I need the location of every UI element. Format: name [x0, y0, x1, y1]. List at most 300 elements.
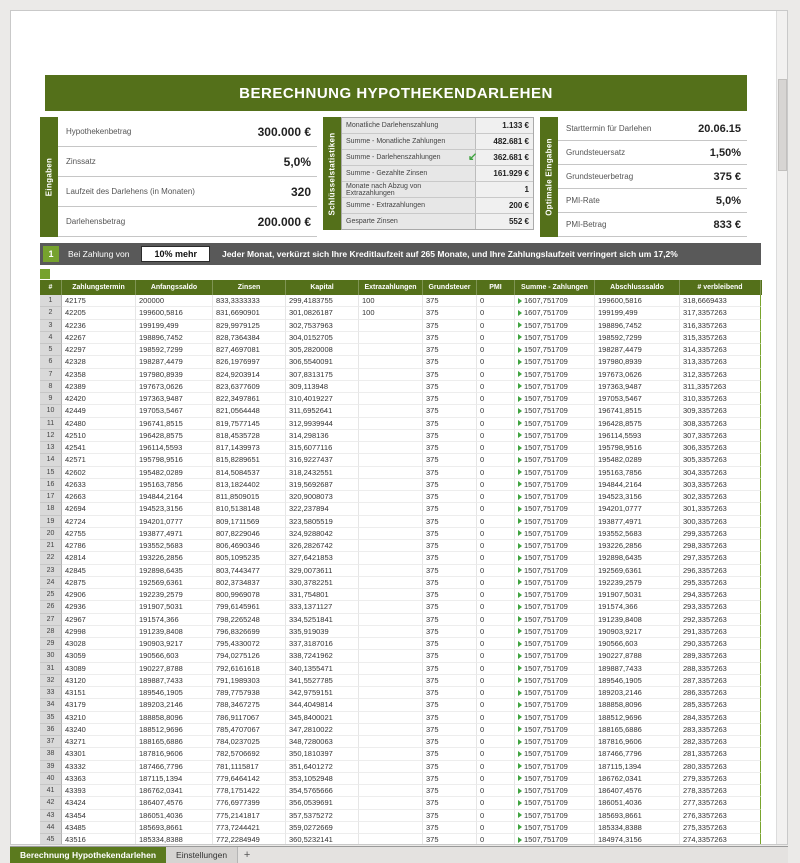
cell[interactable]: 316,3357263: [680, 320, 761, 332]
cell[interactable]: 818,4535728: [213, 430, 286, 442]
cell[interactable]: 375: [423, 295, 477, 307]
row-number[interactable]: 12: [40, 430, 62, 442]
cell[interactable]: 284,3357263: [680, 712, 761, 724]
cell[interactable]: 338,7241962: [286, 650, 359, 662]
cell[interactable]: 1607,751709: [515, 295, 595, 307]
cell[interactable]: 42236: [62, 320, 136, 332]
cell[interactable]: 42998: [62, 626, 136, 638]
cell[interactable]: [359, 381, 423, 393]
cell[interactable]: 1507,751709: [515, 822, 595, 834]
cell[interactable]: [359, 540, 423, 552]
cell[interactable]: 350,1810397: [286, 748, 359, 760]
cell[interactable]: 196428,8575: [595, 418, 680, 430]
tab-einstellungen[interactable]: Einstellungen: [166, 847, 238, 863]
cell[interactable]: 1507,751709: [515, 663, 595, 675]
cell[interactable]: 799,6145961: [213, 601, 286, 613]
cell[interactable]: 302,7537963: [286, 320, 359, 332]
cell[interactable]: 278,3357263: [680, 785, 761, 797]
cell[interactable]: 814,5084537: [213, 467, 286, 479]
cell[interactable]: 0: [477, 773, 515, 785]
cell[interactable]: 354,5765666: [286, 785, 359, 797]
cell[interactable]: 43424: [62, 797, 136, 809]
cell[interactable]: 1507,751709: [515, 467, 595, 479]
cell[interactable]: 375: [423, 638, 477, 650]
cell[interactable]: 0: [477, 834, 515, 845]
cell[interactable]: 0: [477, 822, 515, 834]
cell[interactable]: 375: [423, 748, 477, 760]
cell[interactable]: 344,4049814: [286, 699, 359, 711]
cell[interactable]: 1507,751709: [515, 552, 595, 564]
cell[interactable]: 0: [477, 307, 515, 319]
cell[interactable]: 187466,7796: [136, 761, 213, 773]
cell[interactable]: 788,3467275: [213, 699, 286, 711]
cell[interactable]: [359, 748, 423, 760]
row-number[interactable]: 11: [40, 418, 62, 430]
cell[interactable]: [359, 393, 423, 405]
cell[interactable]: [359, 614, 423, 626]
column-header[interactable]: Grundsteuer: [423, 280, 477, 295]
cell[interactable]: [359, 467, 423, 479]
cell[interactable]: 1507,751709: [515, 381, 595, 393]
hypothekenbetrag-value[interactable]: 300.000 €: [257, 124, 311, 139]
cell[interactable]: [359, 344, 423, 356]
cell[interactable]: 334,5251841: [286, 614, 359, 626]
cell[interactable]: 375: [423, 356, 477, 368]
cell[interactable]: 0: [477, 503, 515, 515]
cell[interactable]: 359,0272669: [286, 822, 359, 834]
cell[interactable]: 316,9227437: [286, 454, 359, 466]
cell[interactable]: 1507,751709: [515, 332, 595, 344]
cell[interactable]: 1507,751709: [515, 369, 595, 381]
cell[interactable]: [359, 516, 423, 528]
cell[interactable]: 317,3357263: [680, 307, 761, 319]
cell[interactable]: 0: [477, 479, 515, 491]
cell[interactable]: 0: [477, 601, 515, 613]
extra-payment-pill[interactable]: 10% mehr: [141, 246, 210, 262]
cell[interactable]: 197363,9487: [595, 381, 680, 393]
cell[interactable]: 192898,6435: [136, 565, 213, 577]
column-header[interactable]: PMI: [477, 280, 515, 295]
cell[interactable]: 785,4707067: [213, 724, 286, 736]
cell[interactable]: 375: [423, 785, 477, 797]
cell[interactable]: 43151: [62, 687, 136, 699]
row-number[interactable]: 16: [40, 479, 62, 491]
cell[interactable]: 340,1355471: [286, 663, 359, 675]
cell[interactable]: 320,9008073: [286, 491, 359, 503]
cell[interactable]: 285,3357263: [680, 699, 761, 711]
cell[interactable]: 819,7577145: [213, 418, 286, 430]
cell[interactable]: 324,9288042: [286, 528, 359, 540]
stats-value[interactable]: 200 €: [475, 198, 533, 213]
cell[interactable]: 831,6690901: [213, 307, 286, 319]
cell[interactable]: 197053,5467: [136, 405, 213, 417]
cell[interactable]: 1507,751709: [515, 589, 595, 601]
cell[interactable]: 353,1052948: [286, 773, 359, 785]
row-number[interactable]: 3: [40, 320, 62, 332]
cell[interactable]: [359, 356, 423, 368]
row-number[interactable]: 45: [40, 834, 62, 845]
cell[interactable]: 1507,751709: [515, 479, 595, 491]
row-number[interactable]: 36: [40, 724, 62, 736]
cell[interactable]: 0: [477, 712, 515, 724]
cell[interactable]: 193226,2856: [136, 552, 213, 564]
cell[interactable]: 190903,9217: [595, 626, 680, 638]
cell[interactable]: 821,0564448: [213, 405, 286, 417]
cell[interactable]: 289,3357263: [680, 650, 761, 662]
row-number[interactable]: 40: [40, 773, 62, 785]
cell[interactable]: [359, 332, 423, 344]
cell[interactable]: 305,2820008: [286, 344, 359, 356]
column-header[interactable]: Zinsen: [213, 280, 286, 295]
cell[interactable]: 351,6401272: [286, 761, 359, 773]
cell[interactable]: 375: [423, 797, 477, 809]
cell[interactable]: 42633: [62, 479, 136, 491]
grundsteuersatz-value[interactable]: 1,50%: [709, 146, 741, 159]
cell[interactable]: 318,2432551: [286, 467, 359, 479]
stats-value[interactable]: 1: [475, 182, 533, 197]
row-number[interactable]: 17: [40, 491, 62, 503]
cell[interactable]: 302,3357263: [680, 491, 761, 503]
cell[interactable]: 795,4330072: [213, 638, 286, 650]
row-number[interactable]: 28: [40, 626, 62, 638]
cell[interactable]: 1507,751709: [515, 675, 595, 687]
cell[interactable]: 100: [359, 295, 423, 307]
cell[interactable]: 42328: [62, 356, 136, 368]
cell[interactable]: 192239,2579: [595, 577, 680, 589]
cell[interactable]: 322,237894: [286, 503, 359, 515]
stats-value[interactable]: ↙ 362.681 €: [475, 150, 533, 165]
cell[interactable]: 274,3357263: [680, 834, 761, 845]
cell[interactable]: 199600,5816: [136, 307, 213, 319]
cell[interactable]: 195798,9516: [595, 442, 680, 454]
cell[interactable]: [359, 503, 423, 515]
row-number[interactable]: 19: [40, 516, 62, 528]
cell[interactable]: 287,3357263: [680, 675, 761, 687]
cell[interactable]: 1507,751709: [515, 344, 595, 356]
cell[interactable]: 43301: [62, 748, 136, 760]
cell[interactable]: 288,3357263: [680, 663, 761, 675]
column-header[interactable]: # verbleibend: [680, 280, 761, 295]
column-header[interactable]: Extrazahlungen: [359, 280, 423, 295]
cell[interactable]: 0: [477, 650, 515, 662]
stats-value[interactable]: 552 €: [475, 214, 533, 229]
cell[interactable]: 195163,7856: [595, 467, 680, 479]
cell[interactable]: 43059: [62, 650, 136, 662]
cell[interactable]: 43179: [62, 699, 136, 711]
cell[interactable]: 187115,1394: [136, 773, 213, 785]
cell[interactable]: [359, 442, 423, 454]
cell[interactable]: 188512,9696: [595, 712, 680, 724]
cell[interactable]: 195482,0289: [136, 467, 213, 479]
column-header[interactable]: Zahlungstermin: [62, 280, 136, 295]
cell[interactable]: 304,3357263: [680, 467, 761, 479]
cell[interactable]: 0: [477, 332, 515, 344]
cell[interactable]: 329,0073611: [286, 565, 359, 577]
cell[interactable]: [359, 430, 423, 442]
row-number[interactable]: 25: [40, 589, 62, 601]
cell[interactable]: 295,3357263: [680, 577, 761, 589]
cell[interactable]: 375: [423, 430, 477, 442]
cell[interactable]: 43516: [62, 834, 136, 845]
row-number[interactable]: 21: [40, 540, 62, 552]
cell[interactable]: 807,8229046: [213, 528, 286, 540]
cell[interactable]: 375: [423, 601, 477, 613]
cell[interactable]: 341,5527785: [286, 675, 359, 687]
cell[interactable]: 375: [423, 773, 477, 785]
cell[interactable]: 194523,3156: [595, 491, 680, 503]
cell[interactable]: 297,3357263: [680, 552, 761, 564]
cell[interactable]: 813,1824402: [213, 479, 286, 491]
vertical-scrollbar[interactable]: [776, 11, 787, 844]
cell[interactable]: 185334,8388: [136, 834, 213, 845]
column-header[interactable]: Kapital: [286, 280, 359, 295]
cell[interactable]: 800,9969078: [213, 589, 286, 601]
cell[interactable]: 789,7757938: [213, 687, 286, 699]
cell[interactable]: 189203,2146: [136, 699, 213, 711]
cell[interactable]: 42510: [62, 430, 136, 442]
cell[interactable]: 347,2810022: [286, 724, 359, 736]
cell[interactable]: 191907,5031: [136, 601, 213, 613]
cell[interactable]: 283,3357263: [680, 724, 761, 736]
cell[interactable]: 326,2826742: [286, 540, 359, 552]
cell[interactable]: 303,3357263: [680, 479, 761, 491]
cell[interactable]: 1507,751709: [515, 699, 595, 711]
cell[interactable]: 0: [477, 589, 515, 601]
cell[interactable]: 196114,5593: [595, 430, 680, 442]
cell[interactable]: 1507,751709: [515, 503, 595, 515]
cell[interactable]: 0: [477, 295, 515, 307]
cell[interactable]: 772,2284949: [213, 834, 286, 845]
cell[interactable]: [359, 761, 423, 773]
cell[interactable]: 375: [423, 516, 477, 528]
add-sheet-button[interactable]: +: [243, 849, 251, 861]
cell[interactable]: 356,0539691: [286, 797, 359, 809]
starttermin-value[interactable]: 20.06.15: [698, 122, 741, 135]
cell[interactable]: 375: [423, 614, 477, 626]
row-number[interactable]: 20: [40, 528, 62, 540]
cell[interactable]: 280,3357263: [680, 761, 761, 773]
cell[interactable]: 1507,751709: [515, 736, 595, 748]
cell[interactable]: 312,3357263: [680, 369, 761, 381]
cell[interactable]: 1507,751709: [515, 430, 595, 442]
cell[interactable]: 809,1711569: [213, 516, 286, 528]
cell[interactable]: 286,3357263: [680, 687, 761, 699]
cell[interactable]: [359, 405, 423, 417]
row-number[interactable]: 14: [40, 454, 62, 466]
row-number[interactable]: 30: [40, 650, 62, 662]
row-number[interactable]: 42: [40, 797, 62, 809]
cell[interactable]: 0: [477, 393, 515, 405]
cell[interactable]: [359, 699, 423, 711]
cell[interactable]: 192569,6361: [136, 577, 213, 589]
row-number[interactable]: 15: [40, 467, 62, 479]
cell[interactable]: 282,3357263: [680, 736, 761, 748]
row-number[interactable]: 39: [40, 761, 62, 773]
cell[interactable]: 823,6377609: [213, 381, 286, 393]
cell[interactable]: 42724: [62, 516, 136, 528]
row-number[interactable]: 22: [40, 552, 62, 564]
cell[interactable]: 375: [423, 736, 477, 748]
cell[interactable]: 331,754801: [286, 589, 359, 601]
cell[interactable]: 810,5138148: [213, 503, 286, 515]
row-number[interactable]: 44: [40, 822, 62, 834]
cell[interactable]: 299,3357263: [680, 528, 761, 540]
row-number[interactable]: 26: [40, 601, 62, 613]
cell[interactable]: 191574,366: [136, 614, 213, 626]
cell[interactable]: 279,3357263: [680, 773, 761, 785]
cell[interactable]: 197980,8939: [595, 356, 680, 368]
cell[interactable]: 0: [477, 810, 515, 822]
row-number[interactable]: 2: [40, 307, 62, 319]
cell[interactable]: 309,3357263: [680, 405, 761, 417]
cell[interactable]: 1507,751709: [515, 516, 595, 528]
cell[interactable]: 1507,751709: [515, 785, 595, 797]
cell[interactable]: 824,9203914: [213, 369, 286, 381]
cell[interactable]: 281,3357263: [680, 748, 761, 760]
cell[interactable]: 187115,1394: [595, 761, 680, 773]
row-number[interactable]: 8: [40, 381, 62, 393]
cell[interactable]: 375: [423, 810, 477, 822]
cell[interactable]: 0: [477, 699, 515, 711]
cell[interactable]: 188165,6886: [136, 736, 213, 748]
cell[interactable]: 194844,2164: [136, 491, 213, 503]
cell[interactable]: [359, 577, 423, 589]
cell[interactable]: 310,3357263: [680, 393, 761, 405]
cell[interactable]: 1507,751709: [515, 712, 595, 724]
cell[interactable]: 375: [423, 712, 477, 724]
cell[interactable]: 188858,8096: [136, 712, 213, 724]
row-number[interactable]: 1: [40, 295, 62, 307]
cell[interactable]: 375: [423, 454, 477, 466]
cell[interactable]: 42389: [62, 381, 136, 393]
cell[interactable]: 292,3357263: [680, 614, 761, 626]
cell[interactable]: 185334,8388: [595, 822, 680, 834]
pmi-betrag-value[interactable]: 833 €: [713, 218, 741, 231]
cell[interactable]: 1507,751709: [515, 442, 595, 454]
row-number[interactable]: 35: [40, 712, 62, 724]
cell[interactable]: 0: [477, 552, 515, 564]
row-number[interactable]: 43: [40, 810, 62, 822]
cell[interactable]: 375: [423, 344, 477, 356]
cell[interactable]: 197673,0626: [136, 381, 213, 393]
cell[interactable]: 277,3357263: [680, 797, 761, 809]
cell[interactable]: 196114,5593: [136, 442, 213, 454]
cell[interactable]: 315,6077116: [286, 442, 359, 454]
cell[interactable]: 0: [477, 344, 515, 356]
cell[interactable]: 192898,6435: [595, 552, 680, 564]
cell[interactable]: 786,9117067: [213, 712, 286, 724]
cell[interactable]: 191239,8408: [136, 626, 213, 638]
cell[interactable]: 817,1439973: [213, 442, 286, 454]
cell[interactable]: 0: [477, 687, 515, 699]
cell[interactable]: 822,3497861: [213, 393, 286, 405]
cell[interactable]: 375: [423, 589, 477, 601]
cell[interactable]: 198287,4479: [136, 356, 213, 368]
cell[interactable]: 805,1095235: [213, 552, 286, 564]
cell[interactable]: 43363: [62, 773, 136, 785]
cell[interactable]: 196741,8515: [136, 418, 213, 430]
cell[interactable]: 42205: [62, 307, 136, 319]
cell[interactable]: 191574,366: [595, 601, 680, 613]
cell[interactable]: 827,4697081: [213, 344, 286, 356]
tab-berechnung-hypothekendarlehen[interactable]: Berechnung Hypothekendarlehen: [10, 847, 166, 863]
cell[interactable]: 375: [423, 393, 477, 405]
cell[interactable]: 333,1371127: [286, 601, 359, 613]
cell[interactable]: 0: [477, 761, 515, 773]
cell[interactable]: 0: [477, 675, 515, 687]
cell[interactable]: 375: [423, 369, 477, 381]
cell[interactable]: 1507,751709: [515, 565, 595, 577]
cell[interactable]: 42449: [62, 405, 136, 417]
cell[interactable]: 1507,751709: [515, 650, 595, 662]
cell[interactable]: 375: [423, 552, 477, 564]
zinssatz-value[interactable]: 5,0%: [283, 154, 311, 169]
cell[interactable]: 782,5706692: [213, 748, 286, 760]
cell[interactable]: 42786: [62, 540, 136, 552]
cell[interactable]: 811,8509015: [213, 491, 286, 503]
cell[interactable]: 1507,751709: [515, 626, 595, 638]
cell[interactable]: 1507,751709: [515, 687, 595, 699]
cell[interactable]: 0: [477, 577, 515, 589]
cell[interactable]: [359, 834, 423, 845]
cell[interactable]: 0: [477, 528, 515, 540]
cell[interactable]: [359, 320, 423, 332]
cell[interactable]: 0: [477, 626, 515, 638]
cell[interactable]: 198592,7299: [136, 344, 213, 356]
cell[interactable]: 815,8289651: [213, 454, 286, 466]
cell[interactable]: 375: [423, 724, 477, 736]
cell[interactable]: 1507,751709: [515, 528, 595, 540]
cell[interactable]: 192239,2579: [136, 589, 213, 601]
row-number[interactable]: 29: [40, 638, 62, 650]
cell[interactable]: 185693,8661: [136, 822, 213, 834]
row-number[interactable]: 41: [40, 785, 62, 797]
cell[interactable]: 100: [359, 307, 423, 319]
row-number[interactable]: 10: [40, 405, 62, 417]
cell[interactable]: 345,8400021: [286, 712, 359, 724]
cell[interactable]: 375: [423, 626, 477, 638]
row-number[interactable]: 23: [40, 565, 62, 577]
cell[interactable]: 794,0275126: [213, 650, 286, 662]
row-number[interactable]: 32: [40, 675, 62, 687]
cell[interactable]: 375: [423, 822, 477, 834]
cell[interactable]: 306,5540091: [286, 356, 359, 368]
cell[interactable]: 1507,751709: [515, 761, 595, 773]
cell[interactable]: 775,2141817: [213, 810, 286, 822]
cell[interactable]: 0: [477, 748, 515, 760]
cell[interactable]: 1507,751709: [515, 356, 595, 368]
cell[interactable]: 375: [423, 418, 477, 430]
cell[interactable]: 1507,751709: [515, 797, 595, 809]
cell[interactable]: 299,4183755: [286, 295, 359, 307]
stats-value[interactable]: 482.681 €: [475, 134, 533, 149]
cell[interactable]: 189887,7433: [595, 663, 680, 675]
row-number[interactable]: 18: [40, 503, 62, 515]
cell[interactable]: 276,3357263: [680, 810, 761, 822]
cell[interactable]: 1507,751709: [515, 540, 595, 552]
cell[interactable]: 310,4019227: [286, 393, 359, 405]
cell[interactable]: 193552,5683: [595, 528, 680, 540]
cell[interactable]: 186407,4576: [136, 797, 213, 809]
cell[interactable]: 43120: [62, 675, 136, 687]
cell[interactable]: [359, 418, 423, 430]
cell[interactable]: 187816,9606: [136, 748, 213, 760]
cell[interactable]: 195163,7856: [136, 479, 213, 491]
cell[interactable]: 43454: [62, 810, 136, 822]
cell[interactable]: [359, 675, 423, 687]
cell[interactable]: 1507,751709: [515, 405, 595, 417]
cell[interactable]: 193552,5683: [136, 540, 213, 552]
